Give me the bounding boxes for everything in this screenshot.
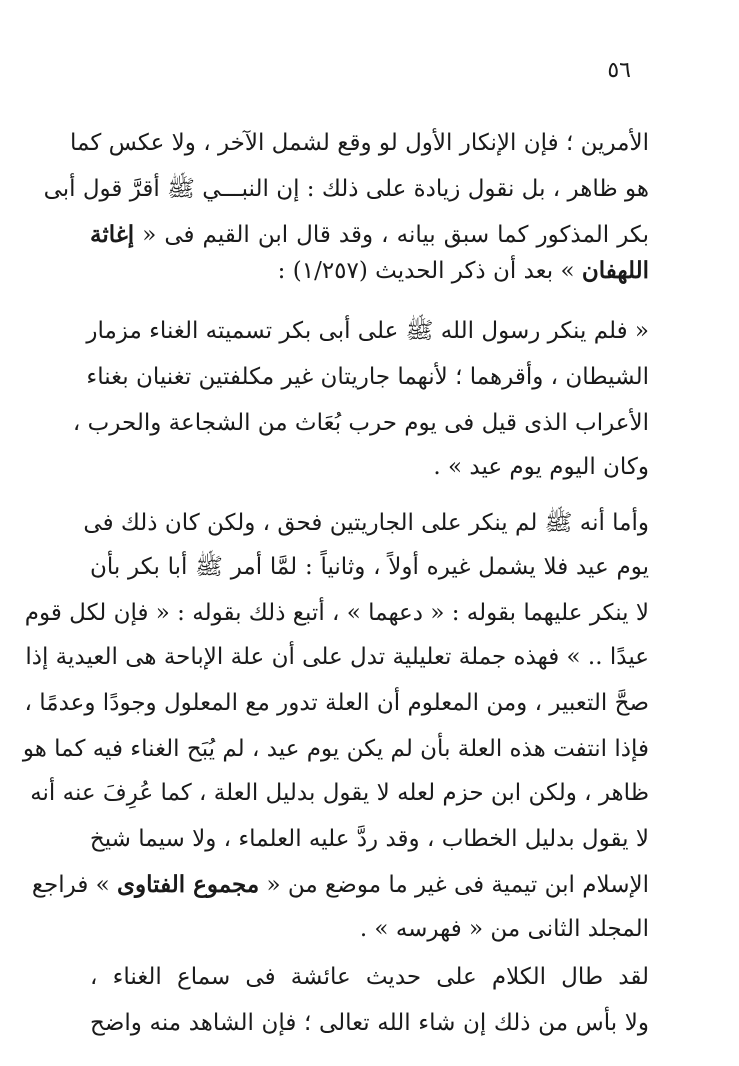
text-line-6: الشيطان ، وأقرهما ؛ لأنهما جاريتان غير مكلفتين تغنيان بغناء [86, 364, 649, 390]
text-line-14: فإذا انتفت هذه العلة بأن لم يكن يوم عيد ، لم يُبَح الغناء فيه كما هو [22, 736, 649, 762]
text-line-4-after: » بعد أن ذكر الحديث (١/٢٥٧) : [277, 258, 582, 284]
text-line-5: « فلم ينكر رسول الله ﷺ على أبى بكر تسميته الغناء مزمار [86, 318, 649, 344]
text-line-12: عيدًا .. » فهذه جملة تعليلية تدل على أن علة الإباحة هى العيدية إذا [25, 644, 649, 670]
text-line-10: يوم عيد فلا يشمل غيره أولاً ، وثانياً : لمَّا أمر ﷺ أبا بكر بأن [90, 554, 650, 580]
page-number: ٥٦ [607, 58, 631, 83]
text-line-9: وأما أنه ﷺ لم ينكر على الجاريتين فحق ، ولكن كان ذلك فى [83, 510, 649, 536]
text-line-4 [90, 256, 649, 286]
text-line-16: لا يقول بدليل الخطاب ، وقد ردَّ عليه العلماء ، ولا سيما شيخ [89, 826, 649, 852]
text-line-1: الأمرين ؛ فإن الإنكار الأول لو وقع لشمل الآخر ، ولا عكس كما [70, 130, 649, 156]
text-line-13: صحَّ التعبير ، ومن المعلوم أن العلة تدور مع المعلول وجودًا وعدمًا ، [24, 690, 649, 716]
text-line-17-after: » فراجع [31, 872, 118, 898]
text-line-17-before: الإسلام ابن تيمية فى غير ما موضع من « [259, 872, 649, 898]
text-line-15: ظاهر ، ولكن ابن حزم لعله لا يقول بدليل العلة ، كما عُرِفَ عنه أنه [30, 780, 649, 806]
text-line-2: هو ظاهر ، بل نقول زيادة على ذلك : إن النبـــي ﷺ أقرَّ قول أبى [43, 176, 649, 202]
book-title-ighathat: إغاثة [90, 221, 135, 248]
text-line-19: لقد طال الكلام على حديث عائشة فى سماع الغناء ، [90, 964, 649, 990]
text-line-3 [90, 220, 649, 250]
text-line-3-before: بكر المذكور كما سبق بيانه ، وقد قال ابن القيم فى « [134, 222, 649, 248]
text-line-17 [31, 870, 649, 900]
text-line-8: وكان اليوم يوم عيد » . [433, 454, 649, 480]
text-line-18: المجلد الثانى من « فهرسه » . [359, 916, 649, 942]
text-line-20: ولا بأس من ذلك إن شاء الله تعالى ؛ فإن الشاهد منه واضح [90, 1010, 649, 1036]
book-title-majmu: مجموع الفتاوى [117, 871, 260, 898]
text-line-11: لا ينكر عليهما بقوله : « دعهما » ، أتبع ذلك بقوله : « فإن لكل قوم [24, 600, 649, 626]
book-title-lahfan: اللهفان [581, 257, 649, 284]
text-line-7: الأعراب الذى قيل فى يوم حرب بُعَاث من الشجاعة والحرب ، [72, 410, 649, 436]
